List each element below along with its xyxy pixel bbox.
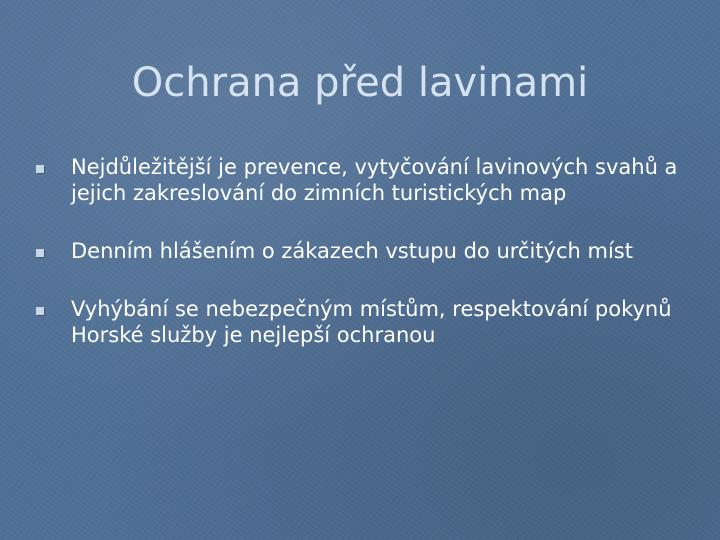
bullet-list xyxy=(36,154,686,380)
slide-title: Ochrana před lavinami xyxy=(131,60,589,106)
bullet-text: Denním hlášením o zákazech vstupu do určitých míst xyxy=(71,239,633,263)
bullet-item xyxy=(36,154,686,206)
square-bullet-icon xyxy=(36,165,44,173)
bullet-item xyxy=(36,238,686,264)
bullet-item xyxy=(36,296,686,348)
square-bullet-icon xyxy=(36,249,44,257)
bullet-text: Vyhýbání se nebezpečným místům, respektování pokynů Horské služby je nejlepší ochranou xyxy=(71,297,672,347)
bullet-text: Nejdůležitější je prevence, vytyčování lavinových svahů a jejich zakreslování do zimních turistických map xyxy=(71,155,678,205)
square-bullet-icon xyxy=(36,307,44,315)
